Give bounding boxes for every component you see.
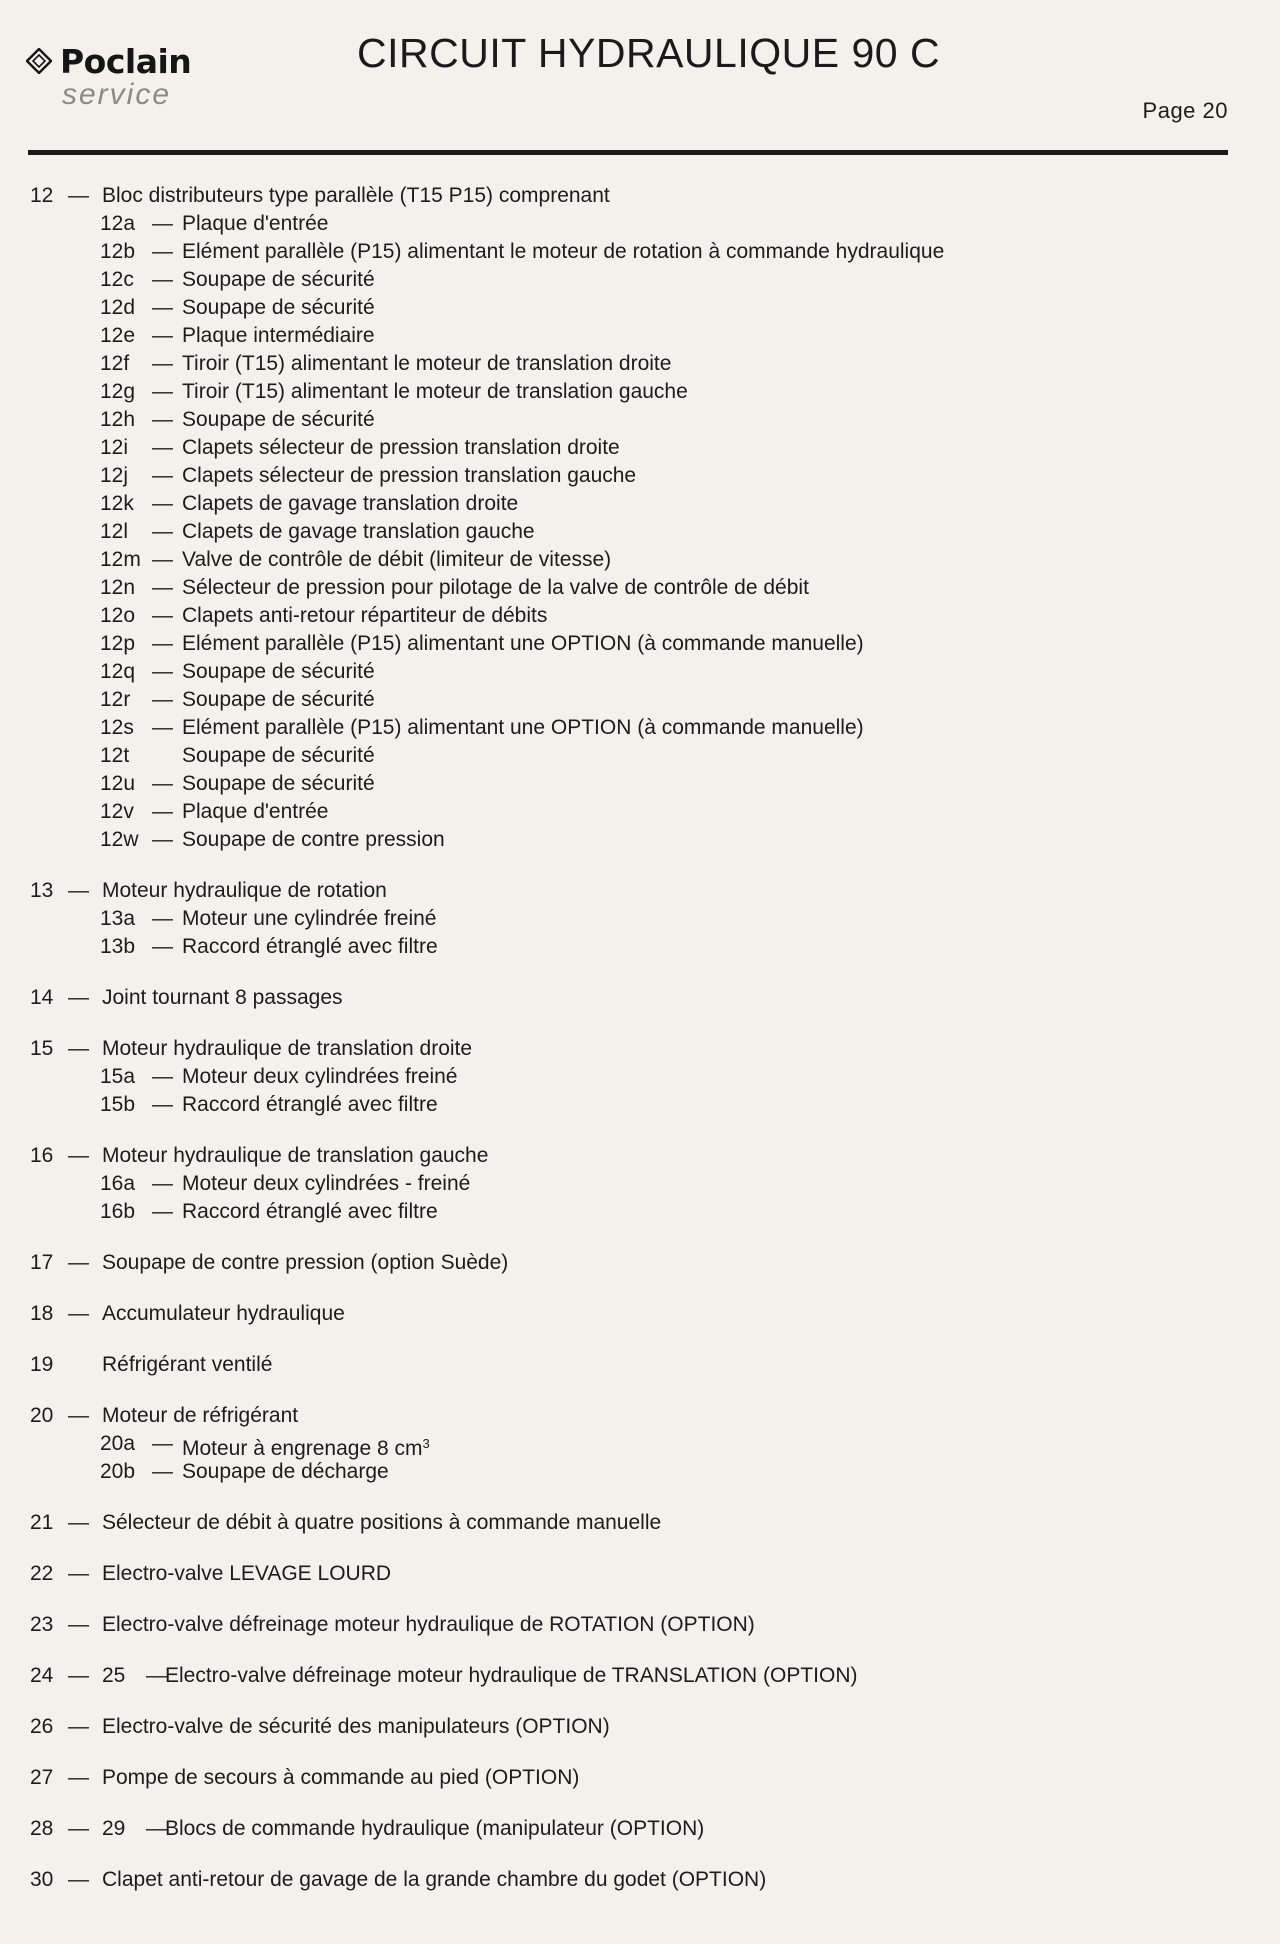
sub-item-code: 13b <box>100 935 136 958</box>
item-dash: — <box>68 1562 89 1585</box>
item-dash: — <box>68 1817 89 1840</box>
sub-item <box>30 238 1230 266</box>
sub-item <box>30 1430 1230 1458</box>
sub-item <box>30 406 1230 434</box>
sub-item-text: Plaque d'entrée <box>182 212 329 235</box>
diamond-logo-icon <box>26 48 52 74</box>
sub-item-text: Soupape de sécurité <box>182 688 375 711</box>
item-number: 22 <box>30 1562 54 1585</box>
sub-item-dash: — <box>152 408 173 431</box>
sub-item <box>30 742 1230 770</box>
item-number: 19 <box>30 1353 54 1376</box>
item-text: Sélecteur de débit à quatre positions à commande manuelle <box>102 1511 662 1534</box>
brand-name: Poclain <box>60 42 192 81</box>
sub-item-code: 12h <box>100 408 136 431</box>
item-dash-secondary: — <box>146 1817 167 1840</box>
sub-item-dash: — <box>152 1432 173 1455</box>
item-number-secondary: 25 <box>102 1664 126 1687</box>
sub-item <box>30 294 1230 322</box>
sub-item-code: 12w <box>100 828 139 851</box>
list-item <box>30 1815 1230 1843</box>
item-number: 12 <box>30 184 54 207</box>
item-dash-secondary: — <box>146 1664 167 1687</box>
list-item <box>30 182 1230 210</box>
header-rule <box>28 150 1228 155</box>
sub-item-code: 12m <box>100 548 141 571</box>
sub-item-code: 12o <box>100 604 136 627</box>
item-number: 21 <box>30 1511 54 1534</box>
sub-item-code: 12n <box>100 576 136 599</box>
list-item <box>30 1764 1230 1792</box>
item-text: Moteur de réfrigérant <box>102 1404 299 1427</box>
sub-item-text: Plaque d'entrée <box>182 800 329 823</box>
sub-item-code: 12q <box>100 660 136 683</box>
sub-item <box>30 378 1230 406</box>
item-number: 28 <box>30 1817 54 1840</box>
sub-item-dash: — <box>152 548 173 571</box>
list-item <box>30 1560 1230 1588</box>
poclain-logo <box>26 42 246 112</box>
sub-item-code: 12l <box>100 520 129 543</box>
sub-item <box>30 826 1230 854</box>
item-dash: — <box>68 1404 89 1427</box>
item-text: Accumulateur hydraulique <box>102 1302 345 1325</box>
sub-item-text: Soupape de sécurité <box>182 268 375 291</box>
list-item <box>30 877 1230 905</box>
sub-item-text: Soupape de contre pression <box>182 828 445 851</box>
item-dash: — <box>68 1715 89 1738</box>
sub-item-dash: — <box>152 935 173 958</box>
sub-item-code: 12k <box>100 492 134 515</box>
sub-item-dash: — <box>152 296 173 319</box>
sub-item-text: Soupape de sécurité <box>182 744 375 767</box>
list-item <box>30 1611 1230 1639</box>
sub-item-text: Tiroir (T15) alimentant le moteur de translation droite <box>182 352 672 375</box>
item-dash: — <box>68 1251 89 1274</box>
list-item <box>30 1662 1230 1690</box>
parts-list <box>30 182 1230 1894</box>
item-dash: — <box>68 1613 89 1636</box>
sub-item-text: Moteur une cylindrée freiné <box>182 907 437 930</box>
sub-item-text: Plaque intermédiaire <box>182 324 375 347</box>
item-text: Electro-valve LEVAGE LOURD <box>102 1562 392 1585</box>
sub-item-dash: — <box>152 464 173 487</box>
sub-item <box>30 1091 1230 1119</box>
item-number: 20 <box>30 1404 54 1427</box>
sub-item <box>30 322 1230 350</box>
brand-subtitle: service <box>62 78 172 111</box>
item-dash: — <box>68 1037 89 1060</box>
item-dash: — <box>68 1868 89 1891</box>
sub-item-dash: — <box>152 212 173 235</box>
sub-item-code: 12t <box>100 744 130 767</box>
item-text: Electro-valve défreinage moteur hydraulique de ROTATION (OPTION) <box>102 1613 755 1636</box>
item-text: Bloc distributeurs type parallèle (T15 P15) comprenant <box>102 184 610 207</box>
sub-item-code: 12f <box>100 352 130 375</box>
sub-item <box>30 1458 1230 1486</box>
item-text: Blocs de commande hydraulique (manipulateur (OPTION) <box>165 1817 705 1840</box>
sub-item-text: Raccord étranglé avec filtre <box>182 1200 438 1223</box>
item-dash: — <box>68 184 89 207</box>
sub-item-code: 12i <box>100 436 129 459</box>
sub-item-dash: — <box>152 800 173 823</box>
sub-item-dash: — <box>152 660 173 683</box>
item-text: Moteur hydraulique de translation droite <box>102 1037 473 1060</box>
sub-item <box>30 1198 1230 1226</box>
sub-item-dash: — <box>152 380 173 403</box>
sub-item-text: Tiroir (T15) alimentant le moteur de translation gauche <box>182 380 688 403</box>
item-text: Réfrigérant ventilé <box>102 1353 273 1376</box>
sub-item-text: Soupape de sécurité <box>182 660 375 683</box>
sub-item <box>30 602 1230 630</box>
item-dash: — <box>68 986 89 1009</box>
sub-item-dash: — <box>152 1460 173 1483</box>
sub-item-dash: — <box>152 907 173 930</box>
sub-item <box>30 630 1230 658</box>
sub-item-dash: — <box>152 604 173 627</box>
sub-item-text: Sélecteur de pression pour pilotage de la valve de contrôle de débit <box>182 576 809 599</box>
sub-item-dash: — <box>152 688 173 711</box>
item-text: Electro-valve de sécurité des manipulateurs (OPTION) <box>102 1715 610 1738</box>
list-item <box>30 1713 1230 1741</box>
item-text: Joint tournant 8 passages <box>102 986 343 1009</box>
sub-item-dash: — <box>152 576 173 599</box>
sub-item-code: 12b <box>100 240 136 263</box>
list-item <box>30 1509 1230 1537</box>
sub-item-dash: — <box>152 1093 173 1116</box>
sub-item <box>30 905 1230 933</box>
item-text: Clapet anti-retour de gavage de la grande chambre du godet (OPTION) <box>102 1868 767 1891</box>
sub-item-code: 12a <box>100 212 136 235</box>
sub-item-dash: — <box>152 352 173 375</box>
item-number: 24 <box>30 1664 54 1687</box>
item-dash: — <box>68 879 89 902</box>
item-number: 27 <box>30 1766 54 1789</box>
sub-item-code: 12g <box>100 380 136 403</box>
sub-item-text: Elément parallèle (P15) alimentant une OPTION (à commande manuelle) <box>182 632 864 655</box>
item-number: 14 <box>30 986 54 1009</box>
item-number-secondary: 29 <box>102 1817 126 1840</box>
sub-item-text: Elément parallèle (P15) alimentant une OPTION (à commande manuelle) <box>182 716 864 739</box>
sub-item-dash: — <box>152 436 173 459</box>
sub-item-code: 12r <box>100 688 131 711</box>
sub-item <box>30 1063 1230 1091</box>
sub-item-dash: — <box>152 492 173 515</box>
item-text: Soupape de contre pression (option Suède) <box>102 1251 509 1274</box>
sub-item <box>30 714 1230 742</box>
list-item <box>30 984 1230 1012</box>
sub-item-code: 12u <box>100 772 136 795</box>
sub-item-code: 12d <box>100 296 136 319</box>
sub-item-code: 16a <box>100 1172 136 1195</box>
sub-item-text: Soupape de sécurité <box>182 296 375 319</box>
sub-item-dash: — <box>152 772 173 795</box>
sub-item-text: Raccord étranglé avec filtre <box>182 935 438 958</box>
sub-item-dash: — <box>152 828 173 851</box>
sub-item-dash: — <box>152 240 173 263</box>
sub-item <box>30 933 1230 961</box>
sub-item-text: Clapets sélecteur de pression translation gauche <box>182 464 637 487</box>
sub-item <box>30 658 1230 686</box>
sub-item-dash: — <box>152 268 173 291</box>
sub-item <box>30 462 1230 490</box>
sub-item-code: 20b <box>100 1460 136 1483</box>
item-number: 15 <box>30 1037 54 1060</box>
sub-item-code: 12j <box>100 464 129 487</box>
sub-item-dash: — <box>152 1200 173 1223</box>
list-item <box>30 1866 1230 1894</box>
sub-item <box>30 770 1230 798</box>
sub-item-text: Moteur deux cylindrées - freiné <box>182 1172 471 1195</box>
sub-item <box>30 434 1230 462</box>
sub-item-code: 12e <box>100 324 136 347</box>
sub-item-dash: — <box>152 1065 173 1088</box>
sub-item-text: Raccord étranglé avec filtre <box>182 1093 438 1116</box>
list-item <box>30 1035 1230 1063</box>
sub-item-code: 20a <box>100 1432 136 1455</box>
sub-item-text: Moteur deux cylindrées freiné <box>182 1065 458 1088</box>
sub-item-text: Clapets de gavage translation droite <box>182 492 519 515</box>
list-item <box>30 1142 1230 1170</box>
sub-item <box>30 574 1230 602</box>
sub-item <box>30 1170 1230 1198</box>
sub-item-dash: — <box>152 632 173 655</box>
sub-item-code: 12s <box>100 716 134 739</box>
sub-item-text: Clapets anti-retour répartiteur de débits <box>182 604 548 627</box>
page-number: Page 20 <box>1142 98 1228 123</box>
sub-item <box>30 546 1230 574</box>
sub-item-text: Clapets de gavage translation gauche <box>182 520 535 543</box>
sub-item <box>30 266 1230 294</box>
item-dash: — <box>68 1144 89 1167</box>
item-number: 17 <box>30 1251 54 1274</box>
sub-item-dash: — <box>152 716 173 739</box>
sub-item-text: Soupape de décharge <box>182 1460 389 1483</box>
item-text: Moteur hydraulique de translation gauche <box>102 1144 489 1167</box>
sub-item-dash: — <box>152 520 173 543</box>
item-text: Pompe de secours à commande au pied (OPTION) <box>102 1766 580 1789</box>
sub-item-code: 12c <box>100 268 134 291</box>
sub-item-code: 12p <box>100 632 136 655</box>
sub-item <box>30 350 1230 378</box>
sub-item-dash: — <box>152 324 173 347</box>
item-dash: — <box>68 1302 89 1325</box>
sub-item-text: Clapets sélecteur de pression translation droite <box>182 436 620 459</box>
sub-item-dash: — <box>152 1172 173 1195</box>
list-item <box>30 1300 1230 1328</box>
sub-item <box>30 518 1230 546</box>
sub-item-code: 15a <box>100 1065 136 1088</box>
document-title: CIRCUIT HYDRAULIQUE 90 C <box>357 30 941 76</box>
item-dash: — <box>68 1766 89 1789</box>
list-item <box>30 1402 1230 1430</box>
list-item <box>30 1351 1230 1379</box>
item-number: 16 <box>30 1144 54 1167</box>
sub-item-code: 13a <box>100 907 136 930</box>
superscript: 3 <box>422 1436 430 1451</box>
sub-item-code: 16b <box>100 1200 136 1223</box>
sub-item-text: Valve de contrôle de débit (limiteur de vitesse) <box>182 548 612 571</box>
item-number: 26 <box>30 1715 54 1738</box>
item-number: 13 <box>30 879 54 902</box>
sub-item <box>30 490 1230 518</box>
item-dash: — <box>68 1511 89 1534</box>
item-text: Electro-valve défreinage moteur hydraulique de TRANSLATION (OPTION) <box>165 1664 858 1687</box>
sub-item <box>30 798 1230 826</box>
sub-item-text: Elément parallèle (P15) alimentant le moteur de rotation à commande hydraulique <box>182 240 945 263</box>
item-dash: — <box>68 1664 89 1687</box>
item-number: 23 <box>30 1613 54 1636</box>
item-text: Moteur hydraulique de rotation <box>102 879 387 902</box>
sub-item <box>30 210 1230 238</box>
sub-item-text: Moteur à engrenage 8 $cm^3$ <box>182 1436 430 1460</box>
sub-item-text: Soupape de sécurité <box>182 408 375 431</box>
item-number: 30 <box>30 1868 54 1891</box>
list-item <box>30 1249 1230 1277</box>
sub-item-text: Soupape de sécurité <box>182 772 375 795</box>
sub-item-code: 15b <box>100 1093 136 1116</box>
sub-item <box>30 686 1230 714</box>
sub-item-code: 12v <box>100 800 134 823</box>
item-number: 18 <box>30 1302 54 1325</box>
